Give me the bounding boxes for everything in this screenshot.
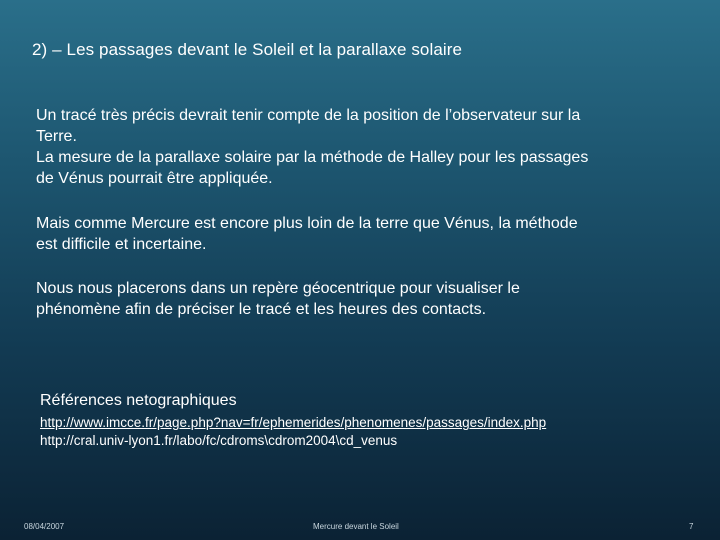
paragraph-line: phénomène afin de préciser le tracé et les heures des contacts. <box>36 301 487 318</box>
paragraph-line: Mais comme Mercure est encore plus loin de la terre que Vénus, la méthode <box>36 215 578 232</box>
references-heading: Références netographiques <box>40 392 237 409</box>
reference-link-imcce[interactable]: http://www.imcce.fr/page.php?nav=fr/ephemerides/phenomenes/passages/index.php <box>40 415 547 430</box>
paragraph-line: Un tracé très précis devrait tenir compte de la position de l’observateur sur la <box>36 107 581 124</box>
references-section <box>40 390 700 450</box>
footer-date: 08/04/2007 <box>24 522 65 531</box>
paragraph-line: Nous nous placerons dans un repère géocentrique pour visualiser le <box>36 280 520 297</box>
reference-text-cral: http://cral.univ-lyon1.fr/labo/fc/cdroms\cdrom2004\cd_venus <box>40 433 398 448</box>
paragraph-geocentric-frame <box>36 278 676 320</box>
paragraph-observer-position <box>36 105 676 189</box>
page-number: 7 <box>689 522 694 531</box>
slide-title: 2) – Les passages devant le Soleil et la parallaxe solaire <box>32 40 463 59</box>
footer-title: Mercure devant le Soleil <box>313 522 399 531</box>
paragraph-line: est difficile et incertaine. <box>36 236 207 253</box>
paragraph-line: La mesure de la parallaxe solaire par la méthode de Halley pour les passages <box>36 149 589 166</box>
paragraph-line: de Vénus pourrait être appliquée. <box>36 170 273 187</box>
paragraph-line: Terre. <box>36 128 77 145</box>
paragraph-mercury-method <box>36 213 676 255</box>
